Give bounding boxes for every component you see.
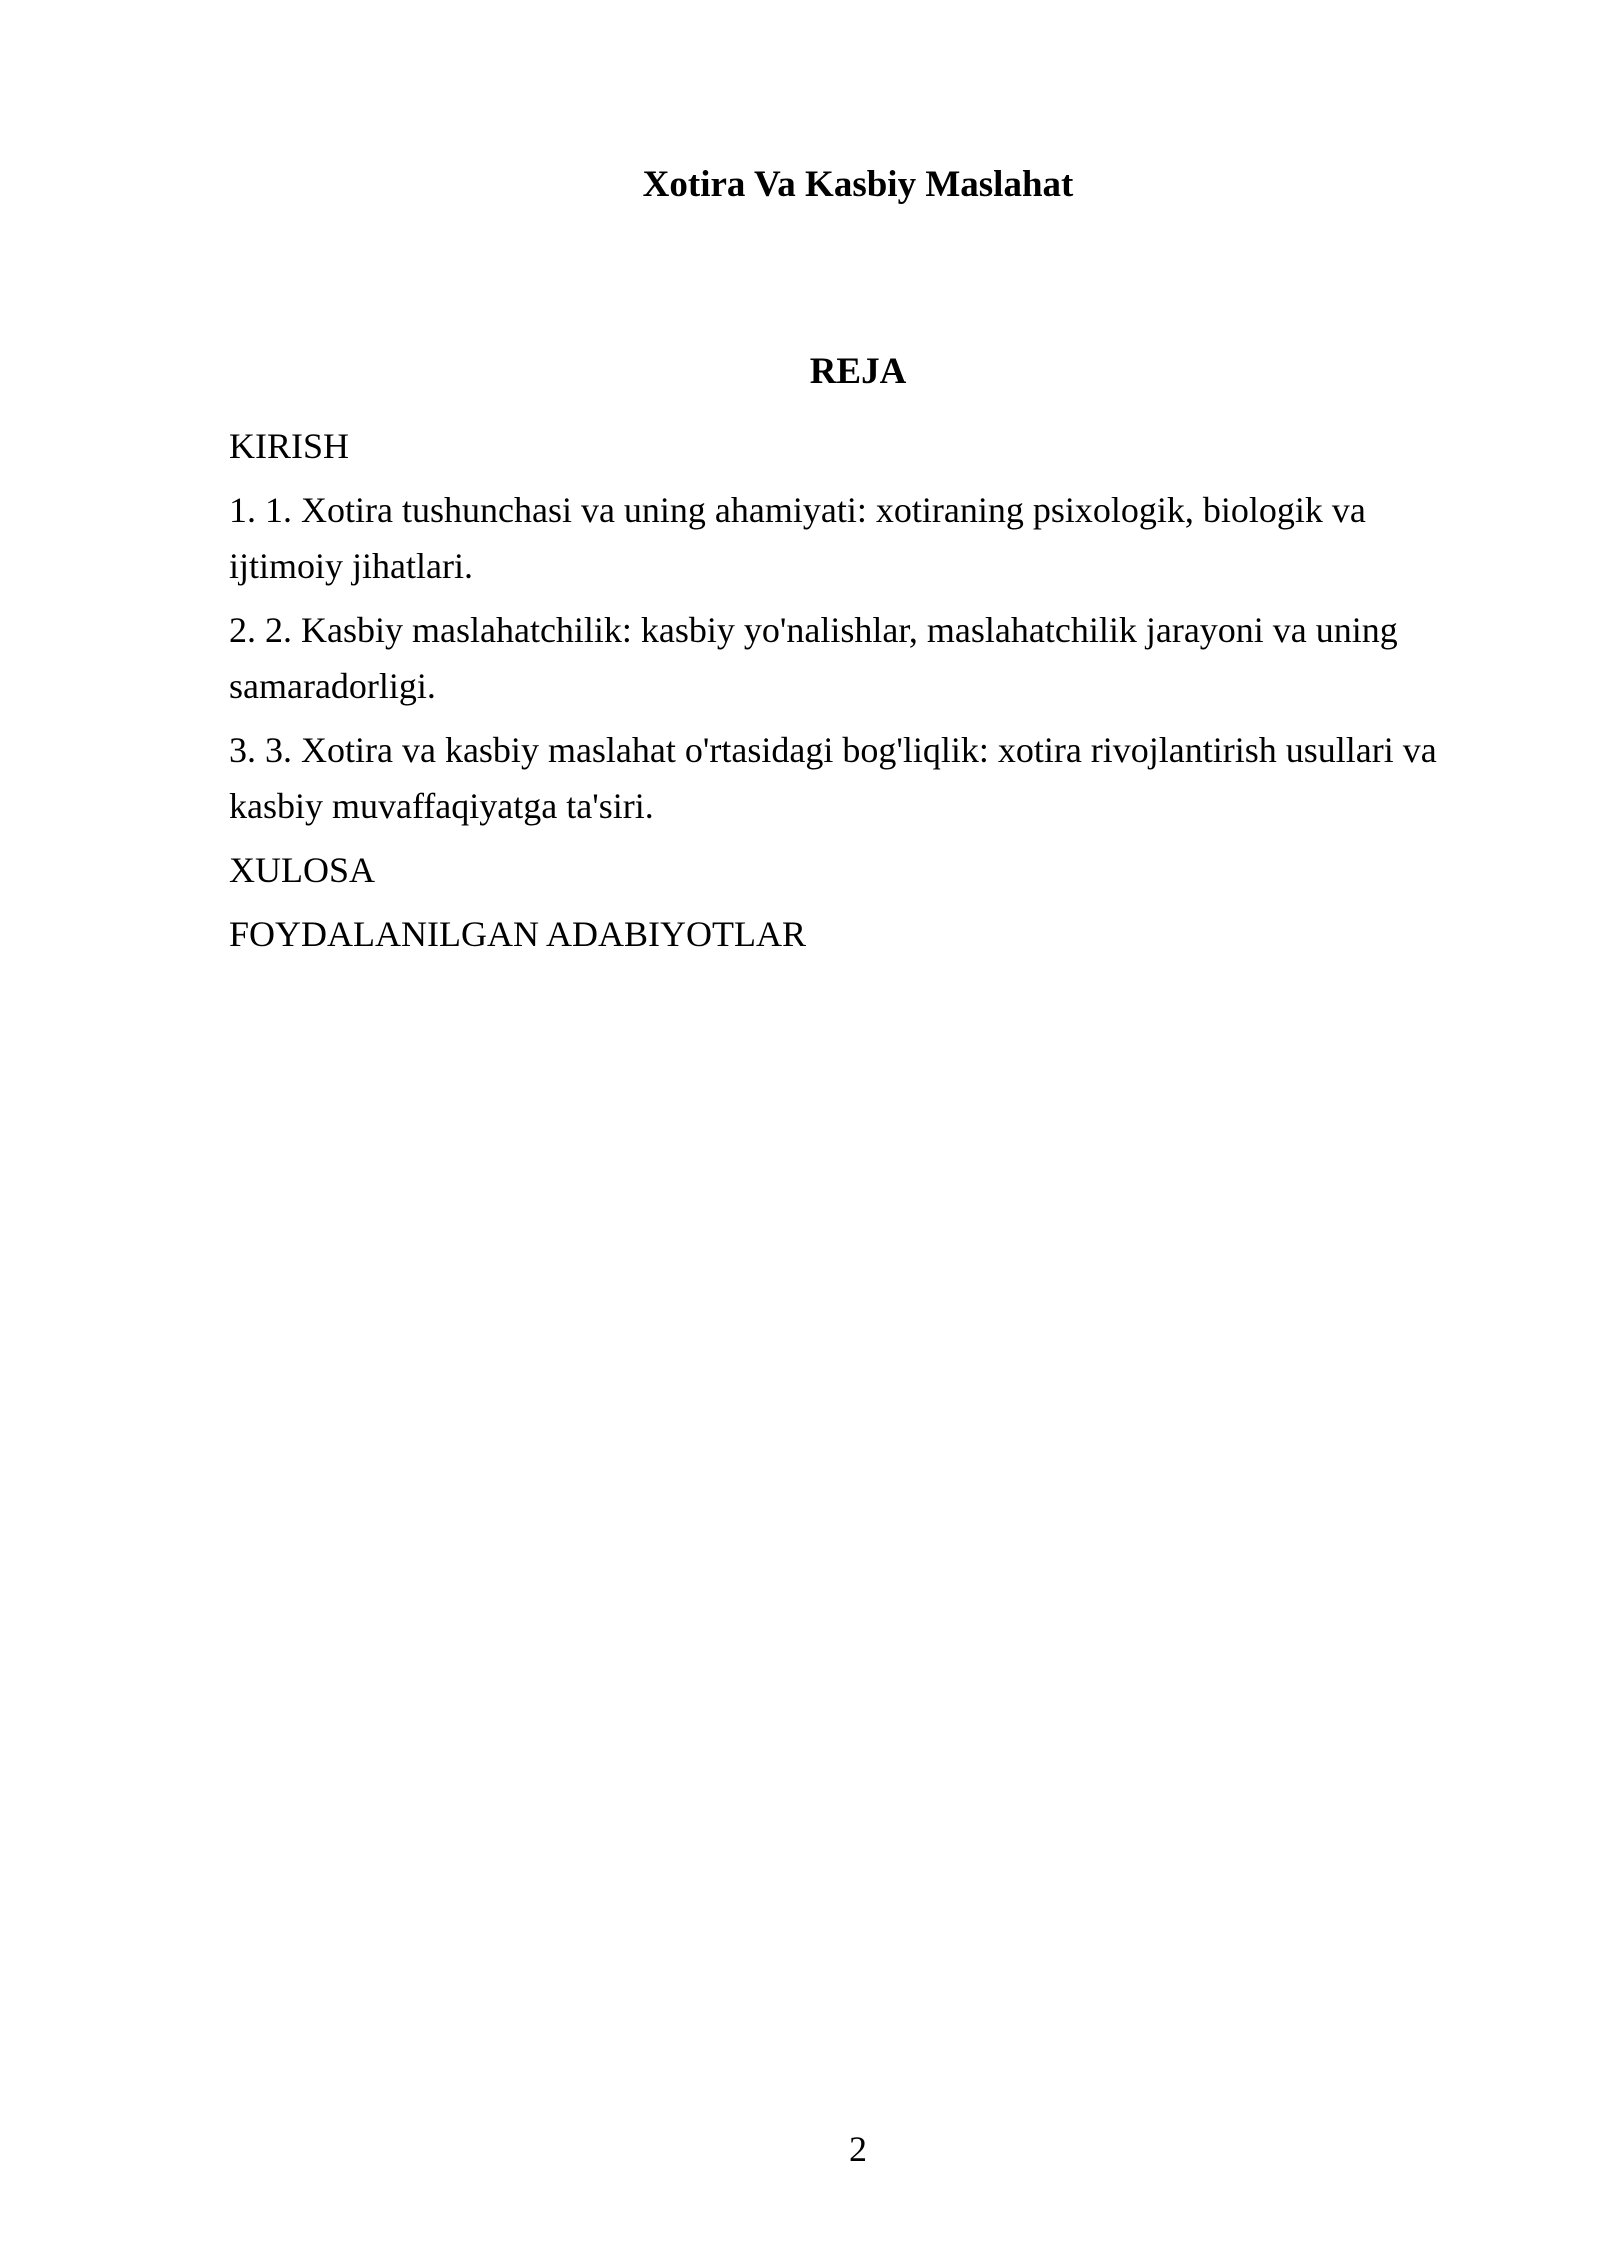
plan-item-3: 3. 3. Xotira va kasbiy maslahat o'rtasidagi bog'liqlik: xotira rivojlantirish usullari va kasbiy muvaffaqiyatga ta'siri. <box>229 730 1437 826</box>
page-number: 2 <box>849 2129 867 2169</box>
plan-heading: REJA <box>809 351 907 392</box>
plan-item-conclusion: XULOSA <box>229 850 376 890</box>
plan-item-2: 2. 2. Kasbiy maslahatchilik: kasbiy yo'nalishlar, maslahatchilik jarayoni va uning samaradorligi. <box>229 610 1398 706</box>
plan-item-references: FOYDALANILGAN ADABIYOTLAR <box>229 914 806 954</box>
document-title: Xotira Va Kasbiy Maslahat <box>642 164 1074 205</box>
plan-list <box>229 418 1469 970</box>
plan-item-introduction: KIRISH <box>229 426 350 466</box>
plan-item-1: 1. 1. Xotira tushunchasi va uning ahamiyati: xotiraning psixologik, biologik va ijtimoiy jihatlari. <box>229 490 1366 586</box>
